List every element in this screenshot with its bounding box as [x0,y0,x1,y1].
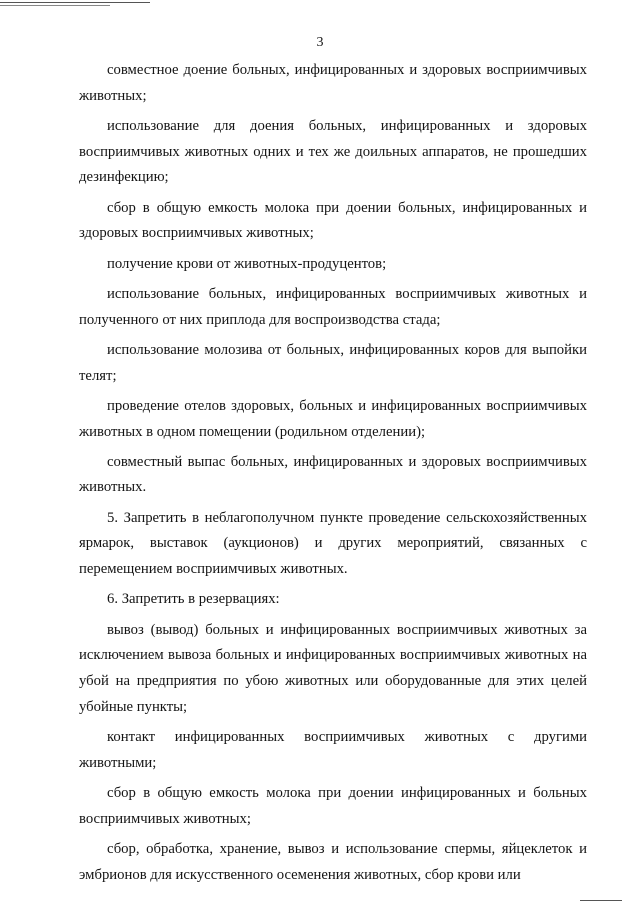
page-number: 3 [316,35,324,50]
paragraph-joint-grazing: совместный выпас больных, инфицированных и здоровых восприимчивых животных. [79,453,587,496]
paragraph-herd-reproduction: использование больных, инфицированных восприимчивых животных и полученного от них приплода для воспроизводства стада; [79,285,587,328]
scan-edge-line-top [0,2,150,3]
paragraph-calving: проведение отелов здоровых, больных и инфицированных восприимчивых животных в одном помещении (родильном отделении); [79,397,587,440]
scan-edge-line-bottom [580,900,622,901]
scan-edge-line-top-secondary [0,5,110,6]
paragraph-milk-collection: сбор в общую емкость молока при доении больных, инфицированных и здоровых восприимчивых животных; [79,199,587,242]
paragraph-joint-milking: совместное доение больных, инфицированных и здоровых восприимчивых животных; [79,62,587,104]
paragraph-shared-milking-machines: использование для доения больных, инфицированных и здоровых восприимчивых животных одних и тех же доильных аппаратов, не прошедших дезинфекцию; [79,117,587,186]
paragraph-semen-embryos: сбор, обработка, хранение, вывоз и использование спермы, яйцеклеток и эмбрионов для искусственного осеменения животных, сбор крови или [79,840,587,883]
paragraph-item-6-reservations: 6. Запретить в резервациях: [107,591,280,608]
paragraph-colostrum-use: использование молозива от больных, инфицированных коров для выпойки телят; [79,341,587,384]
paragraph-blood-collection: получение крови от животных-продуцентов; [107,255,387,272]
paragraph-animal-contact: контакт инфицированных восприимчивых животных с другими животными; [79,729,587,771]
document-body [79,58,587,893]
paragraph-export-ban: вывоз (вывод) больных и инфицированных восприимчивых животных за исключением вывоза больных и инфицированных восприимчивых животных на убой на предприятия по убою животных или оборудованные для этих целей убойные пункты; [79,621,587,715]
paragraph-item-5-fairs-ban: 5. Запретить в неблагополучном пункте проведение сельскохозяйственных ярмарок, выставок (аукционов) и других мероприятий, связанных с перемещением восприимчивых животных. [79,509,587,578]
paragraph-milk-collection-reservation: сбор в общую емкость молока при доении инфицированных и больных восприимчивых животных; [79,785,587,827]
